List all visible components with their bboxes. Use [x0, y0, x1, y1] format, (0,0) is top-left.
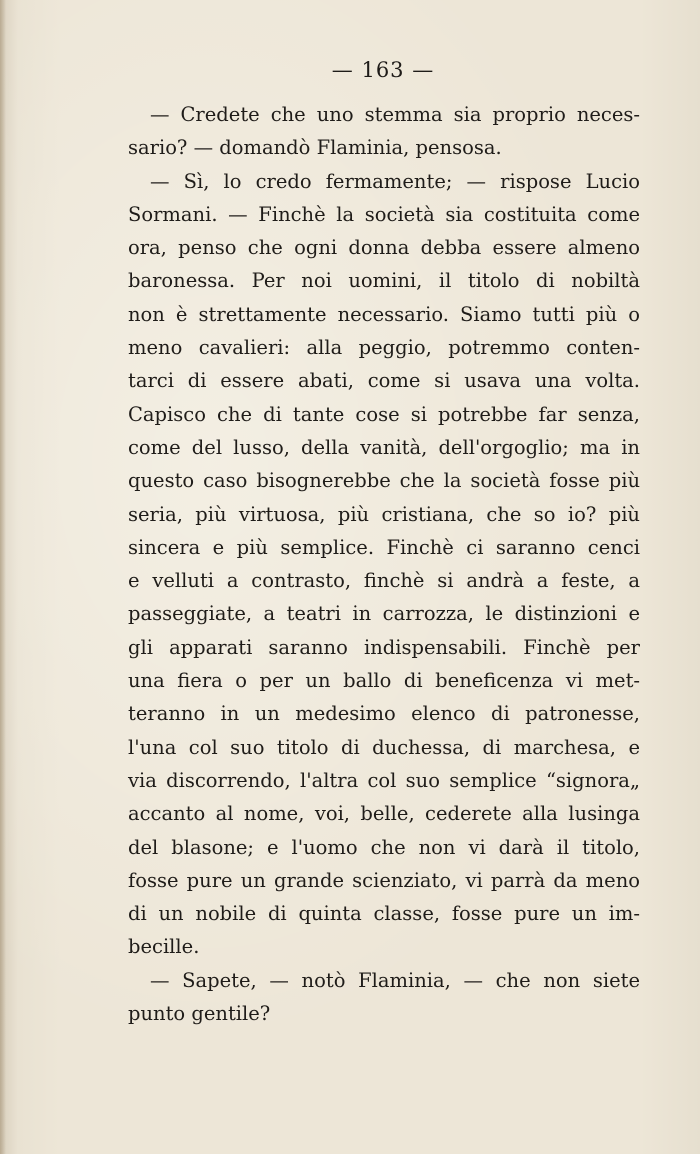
- text-line: passeggiate, a teatri in carrozza, le distinzioni e: [128, 602, 640, 626]
- text-line: l'una col suo titolo di duchessa, di marchesa, e: [128, 735, 640, 759]
- text-line: non è strettamente necessario. Siamo tutti più o: [128, 302, 640, 326]
- text-line: del blasone; e l'uomo che non vi darà il titolo,: [128, 835, 640, 859]
- text-line: e velluti a contrasto, finchè si andrà a feste, a: [128, 569, 640, 593]
- text-line: via discorrendo, l'altra col suo semplice “signora„: [128, 768, 640, 792]
- text-line: baronessa. Per noi uomini, il titolo di nobiltà: [128, 269, 640, 293]
- page-binding-edge: [0, 0, 6, 1154]
- text-line: ora, penso che ogni donna debba essere almeno: [128, 236, 640, 260]
- text-line: meno cavalieri: alla peggio, potremmo conten-: [128, 336, 640, 360]
- text-line: come del lusso, della vanità, dell'orgoglio; ma in: [128, 435, 640, 459]
- text-line: Sormani. — Finchè la società sia costituita come: [128, 202, 640, 226]
- text-line: una fiera o per un ballo di beneficenza vi met-: [128, 669, 640, 693]
- text-line: — Sapete, — notò Flaminia, — che non siete: [150, 968, 640, 992]
- text-line: fosse pure un grande scienziato, vi parrà da meno: [128, 868, 640, 892]
- text-line: Capisco che di tante cose si potrebbe far senza,: [128, 402, 640, 426]
- text-line: — Credete che uno stemma sia proprio neces-: [150, 103, 640, 126]
- text-line: punto gentile?: [128, 1002, 271, 1026]
- page-number: — 163 —: [331, 58, 435, 82]
- text-line: teranno in un medesimo elenco di patronesse,: [128, 702, 640, 726]
- text-line: sario? — domandò Flaminia, pensosa.: [128, 136, 502, 160]
- text-line: gli apparati saranno indispensabili. Finchè per: [128, 635, 640, 659]
- text-line: seria, più virtuosa, più cristiana, che so io? più: [128, 502, 640, 526]
- text-line: di un nobile di quinta classe, fosse pure un im-: [128, 902, 640, 926]
- text-line: accanto al nome, voi, belle, cederete alla lusinga: [128, 802, 640, 826]
- text-line: tarci di essere abati, come si usava una volta.: [128, 369, 640, 393]
- text-line: sincera e più semplice. Finchè ci saranno cenci: [128, 535, 640, 559]
- text-line: becille.: [128, 935, 200, 959]
- text-line: questo caso bisognerebbe che la società fosse più: [128, 469, 640, 493]
- text-line: — Sì, lo credo fermamente; — rispose Lucio: [150, 169, 640, 193]
- body-text: [128, 98, 640, 1030]
